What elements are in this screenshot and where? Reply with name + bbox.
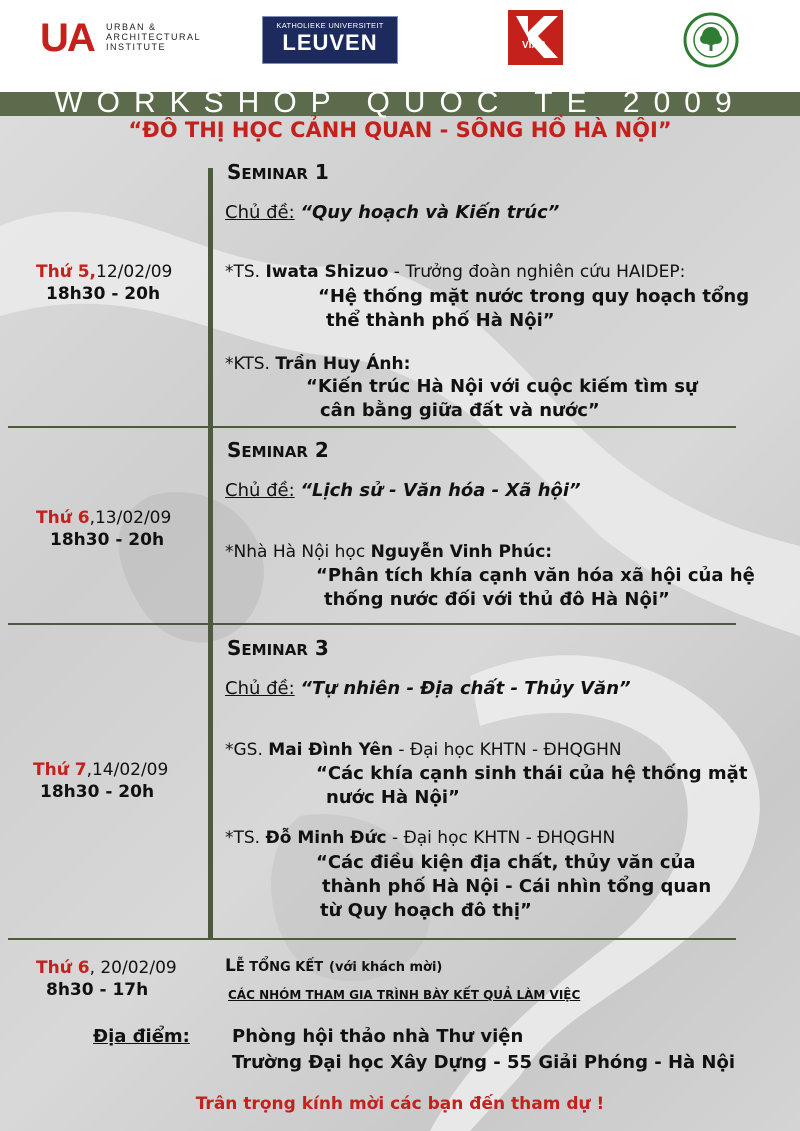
seminar-number: 3	[314, 636, 329, 660]
speaker-line	[225, 828, 615, 848]
invitation-text: Trân trọng kính mời các bạn đến tham dự !	[195, 1094, 605, 1114]
talk-title-line: thể thành phố Hà Nội”	[326, 310, 555, 331]
closing-heading-cap: L	[225, 956, 236, 976]
seminar-heading-cap: S	[227, 438, 242, 462]
session-date-value: 12/02/09	[96, 262, 173, 282]
session-date	[36, 262, 172, 282]
talk-title	[316, 564, 755, 612]
section-divider	[8, 426, 736, 428]
closing-subtitle: CÁC NHÓM THAM GIA TRÌNH BÀY KẾT QUẢ LÀM VIỆC	[228, 988, 581, 1002]
talk-title-line: “Hệ thống mặt nước trong quy hoạch tổng	[318, 286, 750, 307]
topic-value: “Lịch sử - Văn hóa - Xã hội”	[300, 480, 581, 501]
seminar-heading-cap: S	[227, 636, 242, 660]
closing-note: (với khách mời)	[329, 960, 443, 975]
venue-address	[232, 1024, 735, 1076]
uai-text-line: INSTITUTE	[106, 42, 166, 52]
timeline-vertical-divider	[208, 168, 213, 940]
talk-title-line: thống nước đối với thủ đô Hà Nội”	[324, 589, 670, 610]
topic-label: Chủ đề:	[225, 678, 295, 699]
section-divider	[8, 938, 736, 940]
speaker-name: Đỗ Minh Đức	[265, 828, 387, 848]
seminar-heading-rest: EMINAR	[241, 641, 308, 659]
uai-text-line: URBAN &	[106, 22, 157, 32]
session-time: 18h30 - 20h	[46, 284, 161, 304]
seminar-heading-cap: S	[227, 160, 242, 184]
session-time: 18h30 - 20h	[40, 782, 155, 802]
talk-title-line: “Kiến trúc Hà Nội với cuộc kiếm tìm sự	[306, 376, 698, 397]
venue-line: Trường Đại học Xây Dựng - 55 Giải Phóng - Hà Nội	[232, 1052, 736, 1073]
closing-date	[36, 958, 177, 978]
session-time: 18h30 - 20h	[50, 530, 165, 550]
topic-label: Chủ đề:	[225, 480, 295, 501]
closing-heading	[225, 956, 442, 976]
seminar-heading-rest: EMINAR	[241, 443, 308, 461]
speaker-affiliation: - Đại học KHTN - ĐHQGHN	[398, 740, 622, 760]
seminar-heading	[227, 438, 329, 462]
talk-title-line: “Các khía cạnh sinh thái của hệ thống mặt	[316, 763, 748, 784]
speaker-name: Mai Đình Yên	[268, 740, 393, 760]
seminar-heading-rest: EMINAR	[241, 165, 308, 183]
speaker-affiliation: - Trưởng đoàn nghiên cứu HAIDEP:	[393, 262, 686, 282]
venue-line: Phòng hội thảo nhà Thư viện	[232, 1026, 524, 1047]
speaker-name: Nguyễn Vinh Phúc:	[370, 542, 553, 562]
uai-logo-text	[106, 22, 201, 52]
section-divider	[8, 623, 736, 625]
seminar-heading	[227, 160, 329, 184]
speaker-line	[225, 542, 552, 562]
talk-title-line: “Các điều kiện địa chất, thủy văn của	[316, 852, 696, 873]
speaker-line	[225, 262, 685, 282]
leuven-logo	[262, 16, 398, 64]
talk-title	[316, 762, 747, 810]
speaker-affiliation: - Đại học KHTN - ĐHQGHN	[392, 828, 616, 848]
speaker-name: Trần Huy Ánh:	[275, 354, 411, 374]
venue-label: Địa điểm:	[93, 1026, 190, 1047]
talk-title-line: cân bằng giữa đất và nước”	[320, 400, 600, 421]
leuven-logo-small: KATHOLIEKE UNIVERSITEIT	[276, 21, 384, 30]
topic-label: Chủ đề:	[225, 202, 295, 223]
seminar-number: 2	[314, 438, 329, 462]
tree-seal-icon	[683, 12, 739, 68]
speaker-name: Iwata Shizuo	[265, 262, 389, 282]
session-date-value: ,13/02/09	[89, 508, 172, 528]
talk-title	[306, 375, 698, 423]
speaker-title: *TS.	[225, 828, 261, 848]
workshop-title: WORKSHOP QUỐC TẾ 2009	[54, 86, 746, 119]
speaker-title: *KTS.	[225, 354, 270, 374]
university-seal-logo	[683, 12, 739, 68]
speaker-title: *GS.	[225, 740, 263, 760]
seminar-topic	[225, 678, 631, 699]
talk-title-line: thành phố Hà Nội - Cái nhìn tổng quan	[322, 876, 712, 897]
uai-text-line: ARCHITECTURAL	[106, 32, 202, 42]
session-day: Thứ 7	[33, 760, 87, 780]
talk-title-line: nước Hà Nội”	[326, 787, 460, 808]
session-date-value: ,14/02/09	[86, 760, 169, 780]
closing-date-value: , 20/02/09	[89, 958, 177, 978]
uai-logo-mark: UA	[40, 16, 94, 60]
closing-heading-rest: Ễ TỔNG KẾT	[235, 960, 324, 975]
talk-title	[318, 285, 749, 333]
speaker-title: *Nhà Hà Nội học	[225, 542, 366, 562]
speaker-line	[225, 740, 622, 760]
speaker-title: *TS.	[225, 262, 261, 282]
session-day: Thứ 6	[36, 508, 90, 528]
seminar-topic	[225, 202, 559, 223]
closing-day: Thứ 6	[36, 958, 90, 978]
topic-value: “Quy hoạch và Kiến trúc”	[300, 202, 560, 223]
topic-value: “Tự nhiên - Địa chất - Thủy Văn”	[300, 678, 631, 699]
closing-time: 8h30 - 17h	[46, 980, 149, 1000]
talk-title-line: từ Quy hoạch đô thị”	[320, 900, 532, 921]
session-date	[36, 508, 171, 528]
uai-logo	[40, 14, 225, 66]
seminar-topic	[225, 480, 581, 501]
session-date	[33, 760, 168, 780]
viap-logo	[508, 10, 563, 65]
viap-logo-text: VIAP	[522, 40, 546, 51]
viap-k-icon	[508, 10, 563, 65]
seminar-number: 1	[314, 160, 329, 184]
session-day: Thứ 5,	[36, 262, 97, 282]
talk-title-line: “Phân tích khía cạnh văn hóa xã hội của hệ	[316, 565, 755, 586]
talk-title	[316, 851, 711, 923]
leuven-logo-big: LEUVEN	[282, 30, 378, 55]
speaker-line	[225, 354, 410, 374]
seminar-heading	[227, 636, 329, 660]
workshop-subtitle: “ĐÔ THỊ HỌC CẢNH QUAN - SÔNG HỒ HÀ NỘI”	[128, 118, 672, 142]
